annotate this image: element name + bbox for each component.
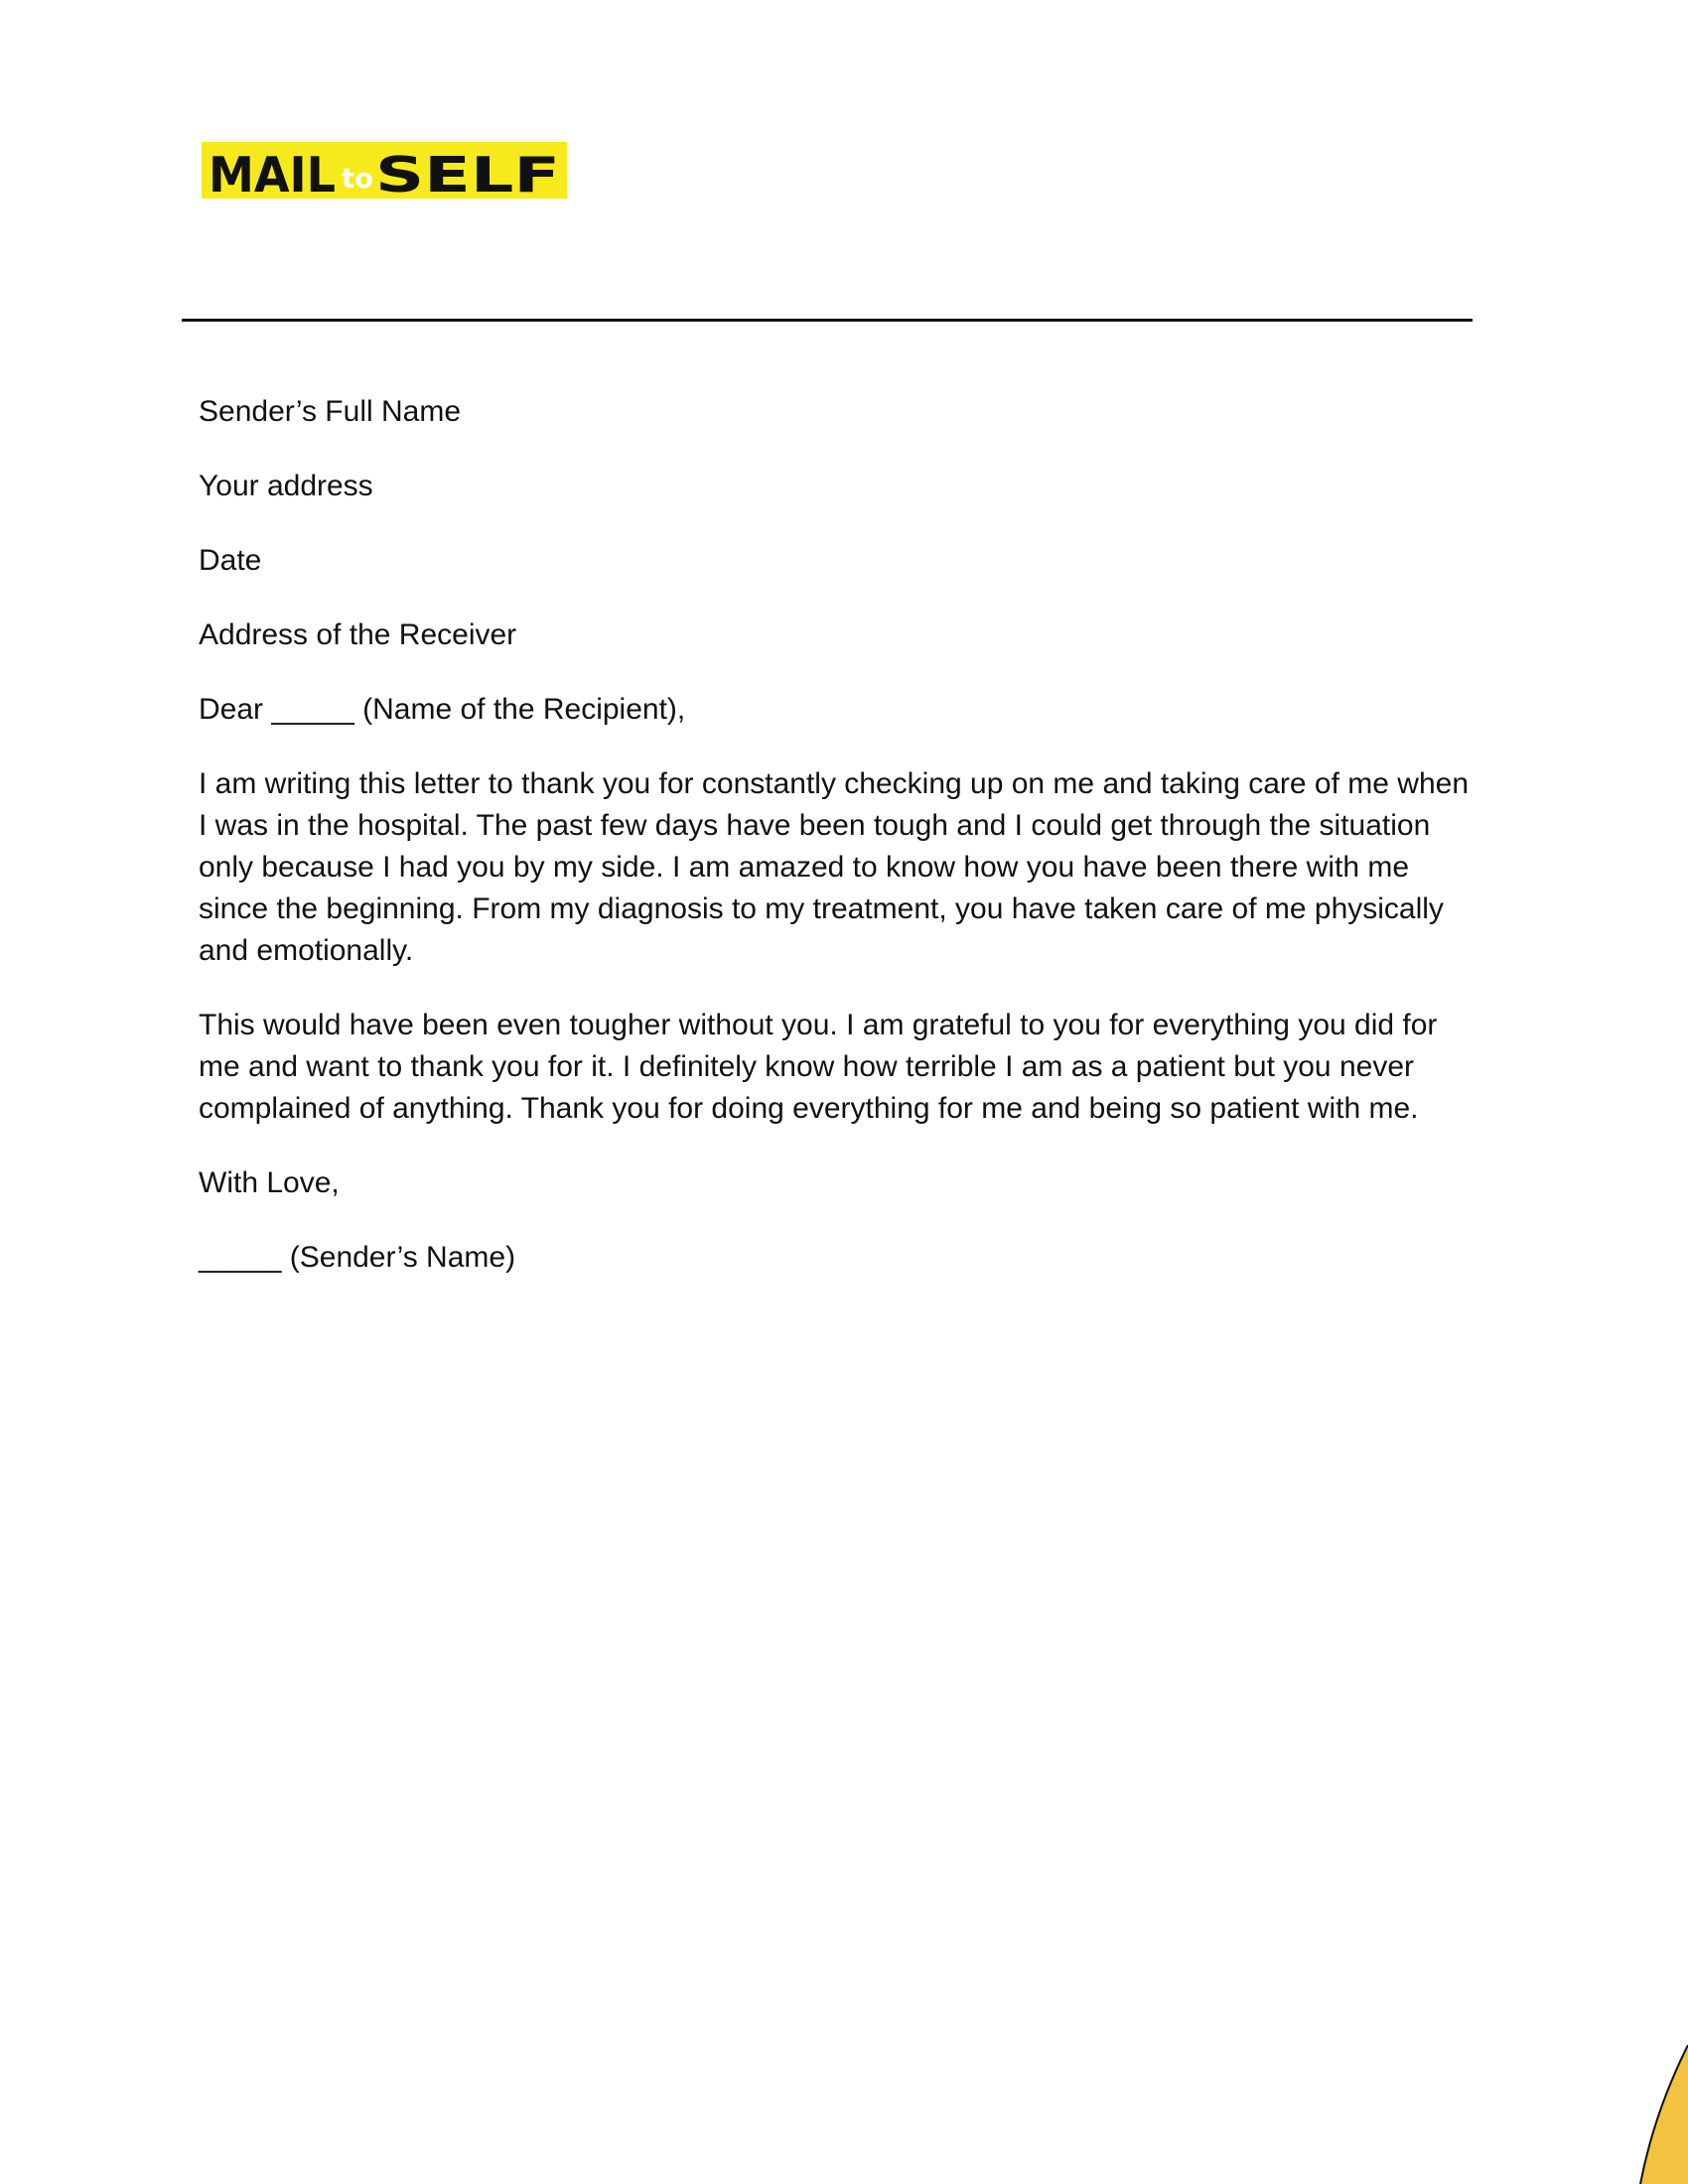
logo-mail-text: MAIL	[209, 147, 336, 199]
closing: With Love,	[199, 1166, 340, 1199]
mail-to-self-logo	[202, 142, 567, 199]
letter-body	[199, 391, 1479, 1311]
corner-swoosh-icon	[1628, 2045, 1688, 2184]
signature-line: _____ (Sender’s Name)	[199, 1241, 516, 1274]
salutation: Dear _____ (Name of the Recipient),	[199, 693, 686, 726]
sender-name: Sender’s Full Name	[199, 395, 462, 428]
body-paragraph-1: I am writing this letter to thank you for constantly checking up on me and taking care of me when I was in the hospital. The past few days have been tough and I could get through the situation only because I had you by my side. I am amazed to know how you have been there with me since the beginning. From my diagnosis to my treatment, you have taken care of me physically and emotionally.	[199, 767, 1469, 967]
header-divider	[182, 319, 1473, 322]
logo-wordmark	[202, 142, 567, 199]
sender-address: Your address	[199, 470, 373, 502]
body-paragraph-2: This would have been even tougher without you. I am grateful to you for everything you did for me and want to thank you for it. I definitely know how terrible I am as a patient but you never complained of anything. Thank you for doing everything for me and being so patient with me.	[199, 1009, 1438, 1125]
receiver-address: Address of the Receiver	[199, 618, 517, 651]
logo-to-text: to	[342, 162, 373, 195]
logo-self-text: SELF	[375, 147, 560, 199]
letter-date: Date	[199, 544, 262, 577]
